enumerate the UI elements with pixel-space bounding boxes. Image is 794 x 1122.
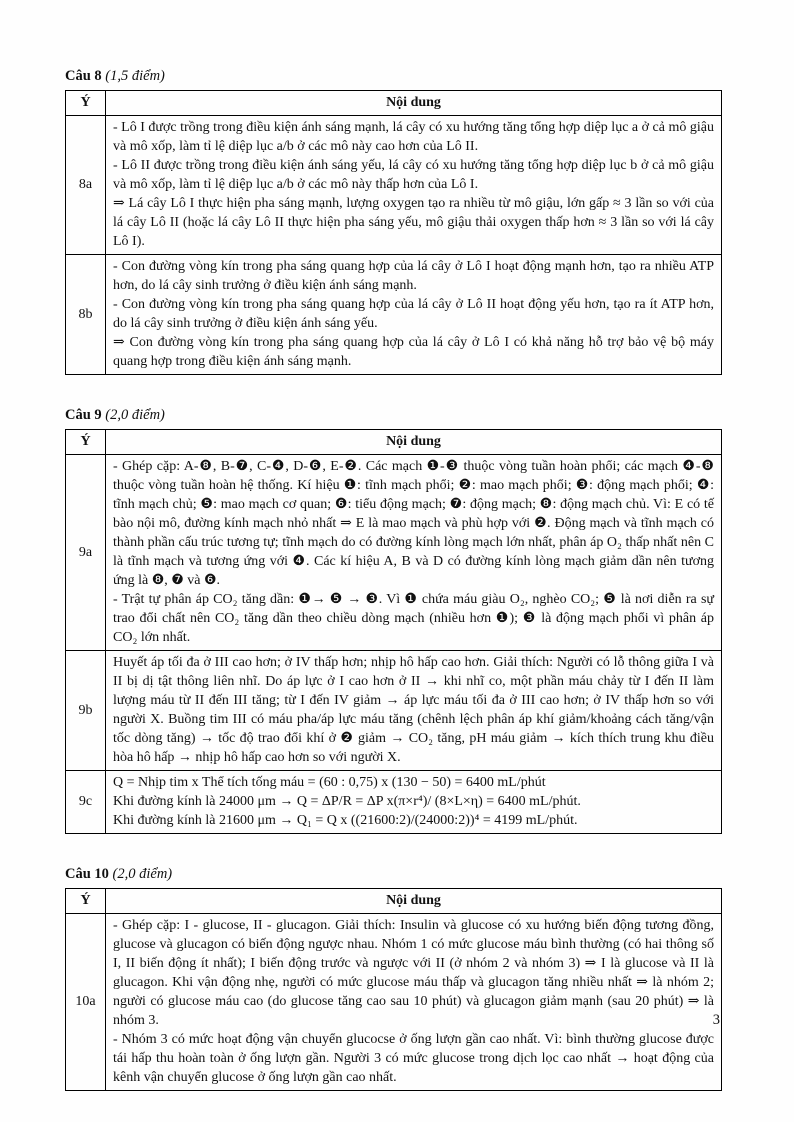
question-9-section [65,407,722,834]
question-8-answer-table [65,90,722,375]
paragraph: - Ghép cặp: I - glucose, II - glucagon. Giải thích: Insulin và glucose có xu hướng biến động tương đồng, glucose và glucagon có biến động ngược nhau. Nhóm 1 có mức glucose máu bình thường (có hai thông số I, II biến động ít nhất); I biến động trước và ngược với II (ở nhóm 2 và nhóm 3) ⇒ I là glucose và II là glucagon. Khi vận động nhẹ, người có mức glucose máu thấp và glucagon tăng nhiều nhất ⇒ là nhóm 2; người có glucose máu cao (do glucose tăng cao sau 10 phút) và glucagon giảm mạnh (sau 20 phút) ⇒ là nhóm 3. [113,918,714,1028]
table-header-row [66,889,722,914]
question-8-title [65,68,722,85]
column-header-y: Ý [66,889,106,914]
question-9-points: (2,0 điểm) [105,407,165,423]
table-row-8a [66,116,722,255]
row-content-8a [106,116,722,255]
row-id-8a: 8a [66,116,106,255]
question-10-label: Câu 10 [65,866,109,882]
paragraph: - Lô I được trồng trong điều kiện ánh sáng mạnh, lá cây có xu hướng tăng tổng hợp diệp lục a ở cả mô giậu và mô xốp, làm tỉ lệ diệp lục a/b ở các mô này cao hơn của Lô II. [113,120,714,154]
row-content-9b [106,651,722,771]
question-8-section [65,68,722,375]
paragraph: Khi đường kính là 21600 μm → Q₁ = Q x ((21600:2)/(24000:2))⁴ = 4199 mL/phút. [113,813,578,828]
paragraph: - Lô II được trồng trong điều kiện ánh sáng yếu, lá cây có xu hướng tăng tổng hợp diệp lục b ở cả mô giậu và mô xốp, làm tỉ lệ diệp lục a/b ở các mô này thấp hơn của Lô I. [113,158,714,192]
question-10-answer-table [65,888,722,1091]
column-header-content: Nội dung [106,430,722,455]
table-row-8b [66,255,722,375]
row-content-10a [106,914,722,1091]
question-9-title [65,407,722,424]
column-header-content: Nội dung [106,889,722,914]
table-row-9b [66,651,722,771]
question-10-title [65,866,722,883]
question-9-answer-table [65,429,722,834]
paragraph: Huyết áp tối đa ở III cao hơn; ở IV thấp hơn; nhịp hô hấp cao hơn. Giải thích: Người có lỗ thông giữa I và II bị dị tật thông liên nhĩ. Do áp lực ở I cao hơn ở II → khi nhĩ co, một phần máu chảy từ I đến II làm lượng máu từ II đến III tăng; từ I đến IV giảm → áp lực máu tối đa ở III cao hơn; ở IV thấp hơn so với người X. Buồng tim III có máu pha/áp lực máu tăng (chênh lệch phân áp khí giảm/khoảng cách tăng/vận tốc dòng tăng) → tốc độ trao đổi khí ở ❷ giảm → CO₂ tăng, pH máu giảm → kích thích trung khu điều hòa hô hấp → nhịp hô hấp cao hơn so với người X. [113,655,714,765]
paragraph: - Trật tự phân áp CO₂ tăng dần: ❶→ ❺ → ❸. Vì ❶ chứa máu giàu O₂, nghèo CO₂; ❺ là nơi diễn ra sự trao đổi chất nên CO₂ tăng dần theo chiều dòng mạch (nhiều hơn ❶); ❸ là động mạch phổi vì phân áp CO₂ lớn nhất. [113,592,714,645]
row-id-9b: 9b [66,651,106,771]
column-header-y: Ý [66,91,106,116]
row-id-9c: 9c [66,771,106,834]
question-10-section [65,866,722,1091]
page-number: 3 [712,1012,720,1028]
table-header-row [66,430,722,455]
row-id-9a: 9a [66,455,106,651]
column-header-content: Nội dung [106,91,722,116]
row-content-9c [106,771,722,834]
table-row-10a [66,914,722,1091]
row-content-8b [106,255,722,375]
question-8-points: (1,5 điểm) [105,68,165,84]
paragraph: Q = Nhịp tim x Thể tích tống máu = (60 : 0,75) x (130 − 50) = 6400 mL/phút [113,775,546,790]
table-row-9c [66,771,722,834]
question-10-points: (2,0 điểm) [112,866,173,882]
row-id-8b: 8b [66,255,106,375]
paragraph: ⇒ Con đường vòng kín trong pha sáng quang hợp của lá cây ở Lô I có khả năng hỗ trợ bảo vệ bộ máy quang hợp trong điều kiện ánh sáng mạnh. [113,335,714,369]
column-header-y: Ý [66,430,106,455]
paragraph: - Nhóm 3 có mức hoạt động vận chuyển glucocse ở ống lượn gần cao nhất. Vì: bình thường glucose được tái hấp thu hoàn toàn ở ống lượn gần. Người 3 có mức glucose trong dịch lọc cao nhất → hoạt động của kênh vận chuyển glucose ở ống lượn gần cao nhất. [113,1032,714,1085]
paragraph: ⇒ Lá cây Lô I thực hiện pha sáng mạnh, lượng oxygen tạo ra nhiều từ mô giậu, lớn gấp ≈ 3 lần so với của lá cây Lô II (hoặc lá cây Lô II thực hiện pha sáng yếu, mô giậu thải oxygen thấp hơn ≈ 3 lần so với lá cây Lô I). [113,196,714,249]
row-id-10a: 10a [66,914,106,1091]
table-header-row [66,91,722,116]
row-content-9a [106,455,722,651]
paragraph: - Con đường vòng kín trong pha sáng quang hợp của lá cây ở Lô II hoạt động yếu hơn, tạo ra ít ATP hơn, do lá cây sinh trưởng ở điều kiện ánh sáng yếu. [113,297,714,331]
table-row-9a [66,455,722,651]
paragraph: - Ghép cặp: A-❽, B-❼, C-❹, D-❻, E-❷. Các mạch ❶-❸ thuộc vòng tuần hoàn phổi; các mạch ❹-❽ thuộc vòng tuần hoàn hệ thống. Kí hiệu ❶: tĩnh mạch phổi; ❷: mao mạch phổi; ❸: động mạch phổi; ❹: tĩnh mạch chủ; ❺: mao mạch cơ quan; ❻: tiểu động mạch; ❼: động mạch; ❽: động mạch chủ. Vì: E có tế bào nội mô, đường kính mạch nhỏ nhất ⇒ E là mao mạch và phù hợp với ❷. Động mạch và tĩnh mạch có thành phần cấu trúc tương tự; tĩnh mạch do có đường kính lòng mạch lớn nhất, phân áp O₂ thấp nhất nên C là tĩnh mạch và tương ứng với ❹. Các kí hiệu A, B và D có đường kính lòng mạch giảm dần nên tương ứng là ❽, ❼ và ❻. [113,459,714,588]
paragraph: Khi đường kính là 24000 μm → Q = ΔP/R = ΔP x(π×r⁴)/ (8×L×η) = 6400 mL/phút. [113,794,581,809]
question-9-label: Câu 9 [65,407,102,423]
paragraph: - Con đường vòng kín trong pha sáng quang hợp của lá cây ở Lô I hoạt động mạnh hơn, tạo ra nhiều ATP hơn, do lá cây sinh trưởng ở điều kiện ánh sáng mạnh. [113,259,714,293]
question-8-label: Câu 8 [65,68,102,84]
